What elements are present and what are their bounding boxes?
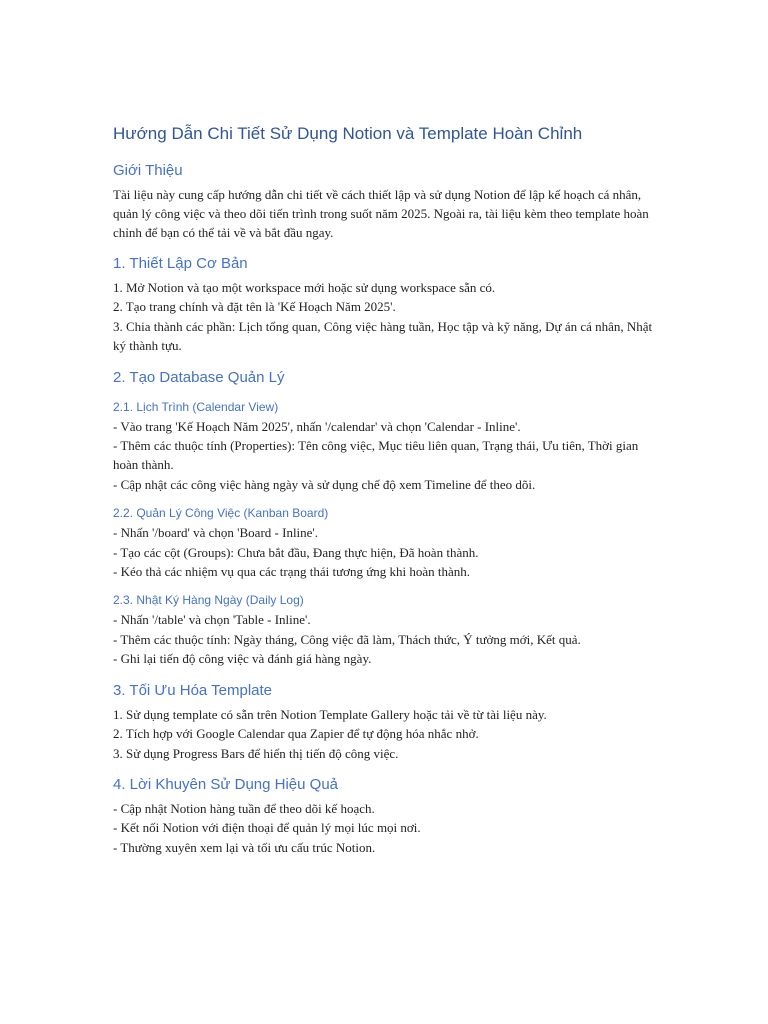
subsection-2-3-line: - Ghi lại tiến độ công việc và đánh giá hàng ngày. [113, 651, 372, 667]
section-1-line: 2. Tạo trang chính và đặt tên là 'Kế Hoạch Năm 2025'. [113, 299, 396, 315]
subsection-2-2-heading: 2.2. Quản Lý Công Việc (Kanban Board) [113, 506, 329, 521]
subsection-2-2-line: - Kéo thả các nhiệm vụ qua các trạng thái tương ứng khi hoàn thành. [113, 564, 471, 580]
section-4-line: - Kết nối Notion với điện thoại để quản lý mọi lúc mọi nơi. [113, 820, 421, 836]
section-3-heading: 3. Tối Ưu Hóa Template [113, 681, 273, 699]
document-title: Hướng Dẫn Chi Tiết Sử Dụng Notion và Template Hoàn Chỉnh [113, 124, 583, 143]
subsection-2-3-line: - Thêm các thuộc tính: Ngày tháng, Công việc đã làm, Thách thức, Ý tưởng mới, Kết quả. [113, 631, 581, 647]
section-1-heading: 1. Thiết Lập Cơ Bản [113, 255, 248, 272]
intro-heading: Giới Thiệu [113, 162, 183, 179]
section-4-line: - Thường xuyên xem lại và tối ưu cấu trúc Notion. [113, 839, 376, 855]
intro-paragraph: Tài liệu này cung cấp hướng dẫn chi tiết về cách thiết lập và sử dụng Notion để lập kế hoạch cá nhân, quản lý công việc và theo dõi tiến trình trong suốt năm 2025. Ngoài ra, tài liệu kèm theo template hoàn chỉnh để bạn có thể tải về và bắt đầu ngay. [113, 187, 649, 240]
section-4-heading: 4. Lời Khuyên Sử Dụng Hiệu Quả [113, 775, 339, 793]
section-2-heading: 2. Tạo Database Quản Lý [113, 368, 285, 386]
subsection-2-1-line: - Thêm các thuộc tính (Properties): Tên công việc, Mục tiêu liên quan, Trạng thái, Ưu tiên, Thời gian hoàn thành. [113, 438, 639, 473]
section-3-line: 2. Tích hợp với Google Calendar qua Zapier để tự động hóa nhắc nhở. [113, 726, 479, 742]
document-content [113, 124, 653, 857]
section-1-line: 3. Chia thành các phần: Lịch tổng quan, Công việc hàng tuần, Học tập và kỹ năng, Dự án cá nhân, Nhật ký thành tựu. [113, 318, 653, 354]
subsection-2-2-line: - Nhấn '/board' và chọn 'Board - Inline'. [113, 525, 319, 541]
section-4-line: - Cập nhật Notion hàng tuần để theo dõi kế hoạch. [113, 800, 375, 816]
subsection-2-1-line: - Vào trang 'Kế Hoạch Năm 2025', nhấn '/calendar' và chọn 'Calendar - Inline'. [113, 418, 521, 434]
subsection-2-3-heading: 2.3. Nhật Ký Hàng Ngày (Daily Log) [113, 593, 304, 608]
section-3-line: 1. Sử dụng template có sẵn trên Notion Template Gallery hoặc tải về từ tài liệu này. [113, 706, 547, 722]
subsection-2-2-line: - Tạo các cột (Groups): Chưa bắt đầu, Đang thực hiện, Đã hoàn thành. [113, 544, 479, 560]
section-3-line: 3. Sử dụng Progress Bars để hiển thị tiến độ công việc. [113, 745, 399, 761]
subsection-2-1-line: - Cập nhật các công việc hàng ngày và sử dụng chế độ xem Timeline để theo dõi. [113, 476, 536, 492]
subsection-2-1-heading: 2.1. Lịch Trình (Calendar View) [113, 399, 279, 414]
subsection-2-3-line: - Nhấn '/table' và chọn 'Table - Inline'. [113, 612, 311, 628]
section-1-line: 1. Mở Notion và tạo một workspace mới hoặc sử dụng workspace sẵn có. [113, 280, 496, 295]
